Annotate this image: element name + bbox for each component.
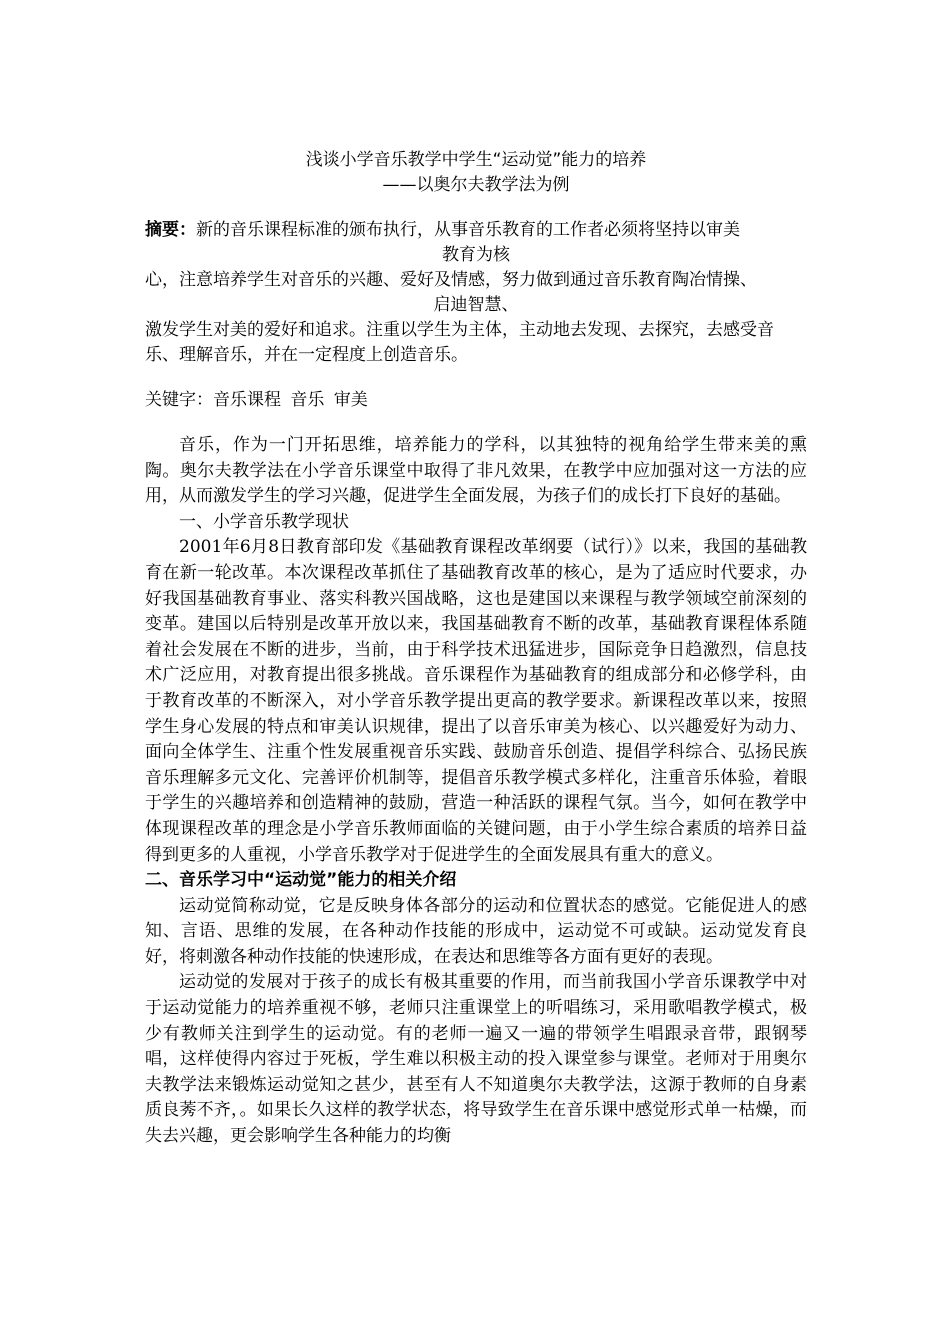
section2-heading: 二、音乐学习中“运动觉”能力的相关介绍 xyxy=(145,870,457,891)
abstract-text-4: 启迪智慧、 xyxy=(433,295,519,315)
document-title: 浅谈小学音乐教学中学生“运动觉”能力的培养 xyxy=(305,150,647,170)
intro-paragraph: 音乐，作为一门开拓思维，培养能力的学科，以其独特的视角给学生带来美的熏陶。奥尔夫教学法在小学音乐课堂中取得了非凡效果，在教学中应加强对这一方法的应用，从而激发学生的学习兴趣，促进学生全面发展，为孩子们的成长打下良好的基础。 xyxy=(145,435,807,507)
section1-heading: 一、小学音乐教学现状 xyxy=(179,511,349,532)
abstract-text-5: 激发学生对美的爱好和追求。注重以学生为主体，主动地去发现、去探究，去感受音乐、理解音乐，并在一定程度上创造音乐。 xyxy=(145,320,774,365)
abstract-first-line xyxy=(145,218,807,243)
spacer xyxy=(145,198,807,218)
abstract-text-1: 新的音乐课程标准的颁布执行，从事音乐教育的工作者必须将坚持以审美 xyxy=(196,220,740,240)
section1-body: 2001年6月8日教育部印发《基础教育课程改革纲要（试行）》以来，我国的基础教育在新一轮改革。本次课程改革抓住了基础教育改革的核心，是为了适应时代要求，办好我国基础教育事业、落实科教兴国战略，这也是建国以来课程与教学领域空前深刻的变革。建国以后特别是改革开放以来，我国基础教育不断的改革，基础教育课程体系随着社会发展在不断的进步，当前，由于科学技术迅猛进步，国际竞争日趋激烈，信息技术广泛应用，对教育提出很多挑战。音乐课程作为基础教育的组成部分和必修学科，由于教育改革的不断深入，对小学音乐教学提出更高的教学要求。新课程改革以来，按照学生身心发展的特点和审美认识规律，提出了以音乐审美为核心、以兴趣爱好为动力、面向全体学生、注重个性发展重视音乐实践、鼓励音乐创造、提倡学科综合、弘扬民族音乐理解多元文化、完善评价机制等，提倡音乐教学模式多样化，注重音乐体验，着眼于学生的兴趣培养和创造精神的鼓励，营造一种活跃的课程气氛。当今，如何在教学中体现课程改革的理念是小学音乐教师面临的关键问题，由于小学生综合素质的培养日益得到更多的人重视，小学音乐教学对于促进学生的全面发展具有重大的意义。 xyxy=(145,537,807,865)
document-subtitle: ——以奥尔夫教学法为例 xyxy=(382,175,570,195)
abstract-block xyxy=(145,218,807,368)
abstract-label: 摘要： xyxy=(145,220,196,240)
section2-paragraph-1: 运动觉简称动觉，它是反映身体各部分的运动和位置状态的感觉。它能促进人的感知、言语、思维的发展，在各种动作技能的形成中，运动觉不可或缺。运动觉发育良好，将刺激各种动作技能的快速形成，在表达和思维等各方面有更好的表现。 xyxy=(145,895,807,967)
spacer xyxy=(145,368,807,388)
section2-paragraph-2: 运动觉的发展对于孩子的成长有极其重要的作用，而当前我国小学音乐课教学中对于运动觉能力的培养重视不够，老师只注重课堂上的听唱练习，采用歌唱教学模式，极少有教师关注到学生的运动觉。有的老师一遍又一遍的带领学生唱跟录音带，跟钢琴唱，这样使得内容过于死板，学生难以积极主动的投入课堂参与课堂。老师对于用奥尔夫教学法来锻炼运动觉知之甚少，甚至有人不知道奥尔夫教学法，这源于教师的自身素质良莠不齐，。如果长久这样的教学状态，将导致学生在音乐课中感觉形式单一枯燥，而失去兴趣，更会影响学生各种能力的均衡 xyxy=(145,972,807,1147)
spacer xyxy=(145,413,807,433)
abstract-text-3: 心，注意培养学生对音乐的兴趣、爱好及情感，努力做到通过音乐教育陶冶情操、 xyxy=(145,270,757,290)
document-page xyxy=(145,148,807,1150)
abstract-text-2: 教育为核 xyxy=(442,245,510,265)
keywords: 关键字：音乐课程 音乐 审美 xyxy=(145,390,368,410)
